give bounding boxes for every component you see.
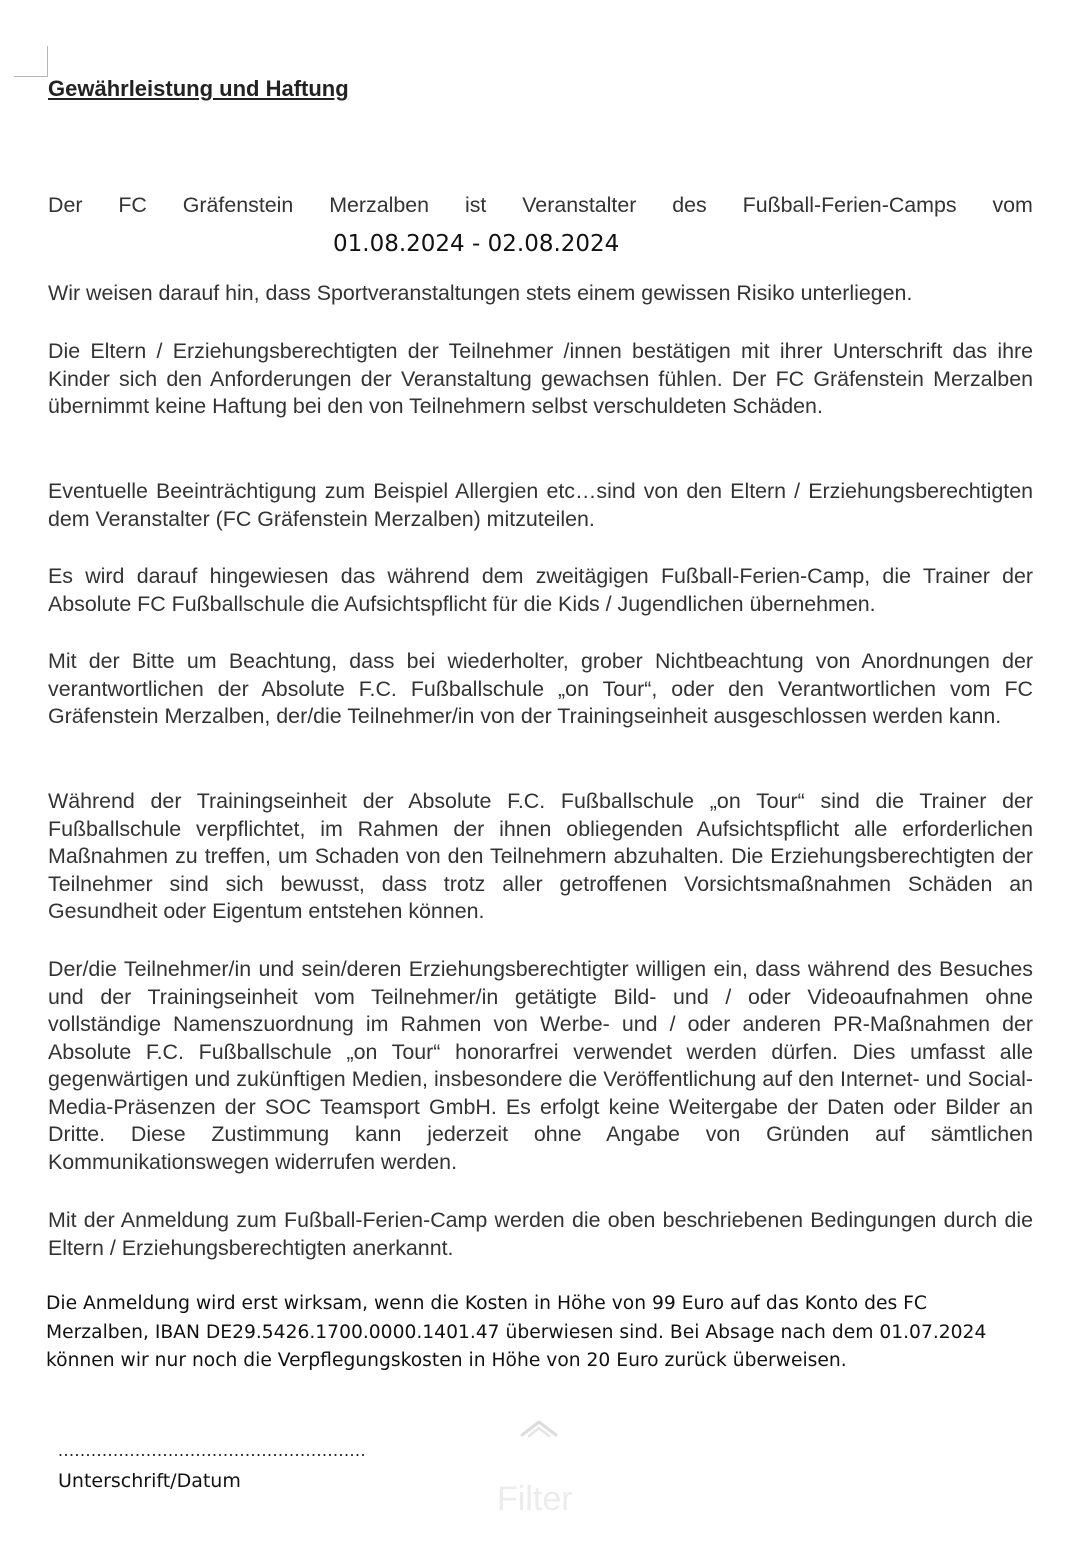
camp-date-range: 01.08.2024 - 02.08.2024 [333,231,620,257]
payment-notice [46,1290,1036,1376]
payment-line: können wir nur noch die Verpflegungskosten in Höhe von 20 Euro zurück überweisen. [46,1350,847,1371]
intro-word: Fußball-Ferien-Camps [742,193,957,217]
intro-word: ist [464,193,487,217]
signature-line: ........................................................ [58,1440,367,1460]
payment-line: Die Anmeldung wird erst wirksam, wenn die Kosten in Höhe von 99 Euro auf das Konto des FC [46,1293,927,1314]
intro-word: des [672,193,707,217]
intro-word: Veranstalter [522,193,637,217]
intro-word: Der [48,193,83,217]
paragraph-supervision: Es wird darauf hingewiesen das während dem zweitägigen Fußball-Ferien-Camp, die Trainer der Absolute FC Fußballschule die Aufsichtspflicht für die Kids / Jugendlichen übernehmen. [48,564,1033,616]
document-title: Gewährleistung und Haftung [48,76,349,101]
paragraph-parents-confirmation: Die Eltern / Erziehungsberechtigten der Teilnehmer /innen bestätigen mit ihrer Unterschrift das ihre Kinder sich den Anforderungen der Veranstaltung gewachsen fühlen. Der FC Gräfenstein Merzalben übernimmt keine Haftung bei den von Teilnehmern selbst verschuldeten Schäden. [48,339,1033,418]
paragraph-allergies: Eventuelle Beeinträchtigung zum Beispiel Allergien etc…sind von den Eltern / Erziehungsberechtigten dem Veranstalter (FC Gräfenstein Merzalben) mitzuteilen. [48,479,1033,531]
paragraph-acceptance: Mit der Anmeldung zum Fußball-Ferien-Camp werden die oben beschriebenen Bedingungen durch die Eltern / Erziehungsberechtigten anerkannt. [48,1208,1033,1260]
chevron-up-icon[interactable] [519,1416,559,1438]
paragraph-exclusion: Mit der Bitte um Beachtung, dass bei wiederholter, grober Nichtbeachtung von Anordnungen der verantwortlichen der Absolute F.C. Fußballschule „on Tour“, oder den Verantwortlichen vom FC Gräfenstein Merzalben, der/die Teilnehmer/in von der Trainingseinheit ausgeschlossen werden kann. [48,649,1033,728]
intro-word: Merzalben [329,193,430,217]
intro-line [48,193,1033,218]
payment-line: Merzalben, IBAN DE29.5426.1700.0000.1401.47 überwiesen sind. Bei Absage nach dem 01.07.2024 [46,1321,987,1343]
paragraph-trainer-duties: Während der Trainingseinheit der Absolute F.C. Fußballschule „on Tour“ sind die Trainer der Fußballschule verpflichtet, im Rahmen der ihnen obliegenden Aufsichtspflicht alle erforderlichen Maßnahmen zu treffen, um Schaden von den Teilnehmern abzuhalten. Die Erziehungsberechtigten der Teilnehmer sind sich bewusst, dass trotz aller getroffenen Vorsichtsmaßnahmen Schäden an Gesundheit oder Eigentum entstehen können. [48,789,1033,923]
intro-word: vom [992,193,1033,217]
paragraph-media-consent: Der/die Teilnehmer/in und sein/deren Erziehungsberechtigter willigen ein, dass während des Besuches und der Trainingseinheit vom Teilnehmer/in getätigte Bild- und / oder Videoaufnahmen ohne vollständige Namenszuordnung im Rahmen von Werbe- und / oder anderen PR-Maßnahmen der Absolute F.C. Fußballschule „on Tour“ honorarfrei verwendet werden dürfen. Dies umfasst alle gegenwärtigen und zukünftigen Medien, insbesondere die Veröffentlichung auf den Internet- und Social-Media-Präsenzen der SOC Teamsport GmbH. Es erfolgt keine Weitergabe der Daten oder Bilder an Dritte. Diese Zustimmung kann jederzeit ohne Angabe von Gründen auf sämtlichen Kommunikationswegen widerrufen werden. [48,957,1033,1174]
page-corner-mark [14,46,48,77]
intro-word: Gräfenstein [182,193,294,217]
signature-label: Unterschrift/Datum [58,1470,241,1492]
paragraph-risk: Wir weisen darauf hin, dass Sportveranstaltungen stets einem gewissen Risiko unterliegen. [48,281,913,305]
filter-button[interactable]: Filter [497,1480,573,1518]
intro-word: FC [118,193,147,217]
